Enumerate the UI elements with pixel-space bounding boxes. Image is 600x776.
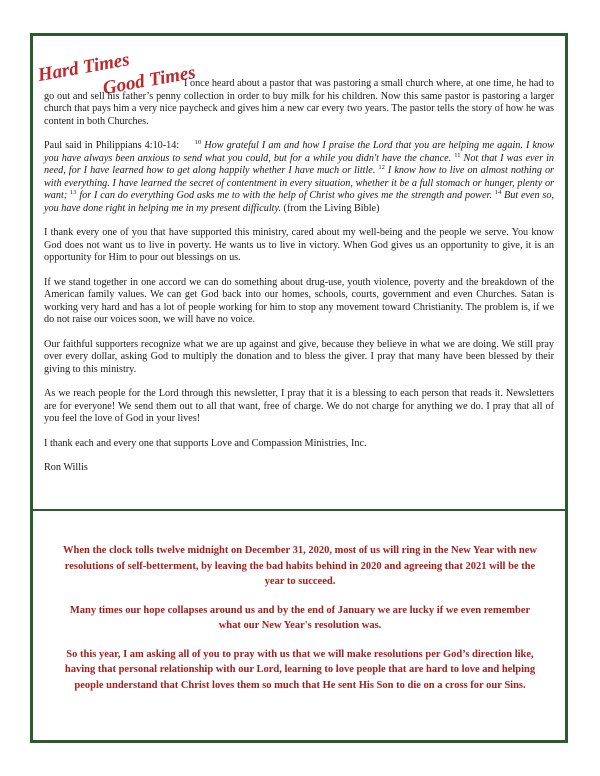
verse-14: But even so, you have done right in helping me in my present difficulty. (44, 190, 555, 214)
callout-paragraph: Many times our hope collapses around us and by the end of January we are lucky if we even remember what our New Year's resolution was. (69, 604, 531, 631)
article-body (44, 78, 554, 487)
body-paragraph: I thank every one of you that have supported this ministry, cared about my well-being and the people we serve. You know God does not want us to live in poverty. He wants us to live in victory. When God gives us an opportunity to give, it is an opportunity for Him to pour out blessings on us. (44, 227, 554, 263)
callout-paragraph: So this year, I am asking all of you to pray with us that we will make resolutions per God’s direction like, having that personal relationship with our Lord, learning to love people that are hard to love and helping people understand that Christ loves them so much that He sent His Son to die on a cross for our Sins. (64, 648, 536, 691)
section-divider (33, 509, 565, 511)
scripture-source: (from the Living Bible) (283, 202, 380, 214)
verse-12: I know how to live on almost nothing or with everything. I have learned the secret of contentment in every situation, whether it be a full stomach or hunger, plenty or want; (44, 165, 555, 201)
verse-10: How grateful I am and how I praise the Lord that you are helping me again. I know you have always been anxious to send what you could, but for a while you didn't have the chance. (44, 140, 555, 164)
intro-paragraph: I once heard about a pastor that was pastoring a small church where, at one time, he had to go out and sell his father’s penny collection in order to buy milk for his children. Now this same pastor is pastoring a larger church that pays him a very nice paycheck and gives him a new car every two years. The pastor tells the story of how he was content in both Churches. (44, 78, 554, 127)
verse-13: for I can do everything God asks me to with the help of Christ who gives me the strength and power. (79, 190, 492, 201)
headline-hard-times: Hard Times (36, 49, 132, 87)
verse-number: 14 (494, 189, 502, 196)
verse-number: 11 (454, 151, 461, 159)
verse-number: 13 (70, 189, 77, 196)
body-paragraph: As we reach people for the Lord through this newsletter, I pray that it is a blessing to each person that reads it. Newsletters are for everyone! We send them out to all that want, free of charge. We do not charge for anything we do. I pray that all of you feel the love of God in your lives! (44, 388, 554, 424)
body-paragraph: Our faithful supporters recognize what we are up against and give, because they believe in what we are doing. We still pray over every dollar, asking God to multiply the donation and to bless the giver. I pray that many have been blessed by their giving to this ministry. (44, 338, 554, 375)
verse-number: 12 (378, 164, 385, 171)
scripture-lead: Paul said in Philippians 4:10-14: (44, 140, 180, 151)
body-paragraph: If we stand together in one accord we can do something about drug-use, youth violence, poverty and the breakdown of the American family values. We can get God back into our homes, schools, courts, government and even Churches. Satan is working very hard and has a lot of people working for him to stop any movement toward Christianity. The problem is, if we do not raise our voices soon, we will have no voice. (44, 276, 554, 325)
callout-paragraph: When the clock tolls twelve midnight on December 31, 2020, most of us will ring in the New Year with new resolutions of self-betterment, by leaving the bad habits behind in 2020 and agreeing that 2021 will be the year to succeed. (62, 545, 538, 587)
verse-11: Not that I was ever in need, for I have learned how to get along happily whether I have much or little. (44, 152, 555, 176)
signature: Ron Willis (44, 462, 88, 473)
verse-number: 10 (194, 139, 202, 146)
headline-good-times: Good Times (101, 62, 198, 100)
new-year-callout (60, 543, 540, 706)
scripture-paragraph (44, 140, 554, 215)
body-paragraph: I thank each and every one that supports Love and Compassion Ministries, Inc. (44, 437, 367, 449)
